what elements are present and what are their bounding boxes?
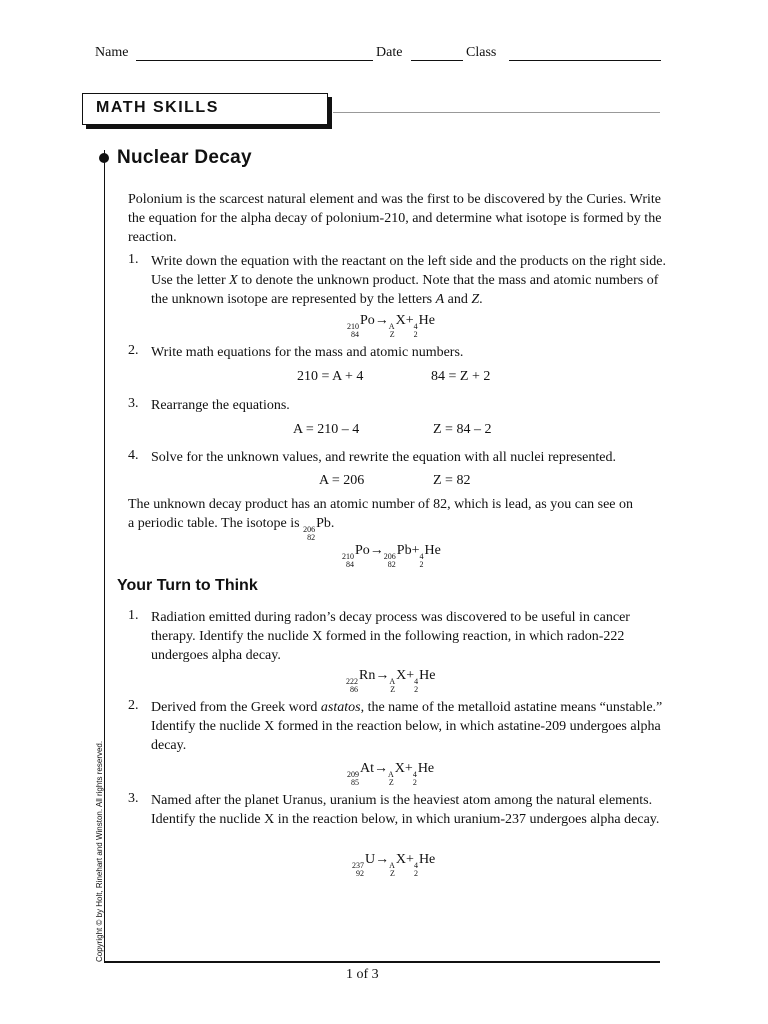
problem-number: 1. xyxy=(128,608,139,623)
problem-text: Derived from the Greek word astatos, the name of the metalloid astatine means “unstable.” Identify the nuclide X formed in the reaction below, in which astatine-209 undergoes alpha decay. xyxy=(151,700,663,753)
bottom-rule xyxy=(104,961,660,963)
problem-text: Named after the planet Uranus, uranium is the heaviest atom among the natural elements. Identify the nuclide X in the reaction below, in which uranium-237 undergoes alpha decay. xyxy=(151,793,660,827)
nuclide-x: A Z X xyxy=(388,761,405,787)
subhead-your-turn: Your Turn to Think xyxy=(117,577,258,594)
equation-astatine: 209 85 At→ A Z X+ 4 2 He xyxy=(347,761,435,787)
nuclide-he: 4 2 He xyxy=(413,313,435,339)
page-number: 1 of 3 xyxy=(346,967,379,982)
equation-polonium-decay: 210 84 Po→ A Z X+ 4 2 He xyxy=(347,313,435,339)
nuclide-pb: 206 82 Pb xyxy=(383,543,412,569)
step-number: 2. xyxy=(128,343,139,358)
step-text: Write down the equation with the reactant on the left side and the products on the right side. Use the letter X to denote the unknown product. Note that the mass and atomic numbers of the unknown isotope are represented by the letters A and Z. xyxy=(151,254,666,307)
section-label: MATH SKILLS xyxy=(96,99,219,116)
problem-number: 3. xyxy=(128,791,139,806)
conclusion-line: The unknown decay product has an atomic number of 82, which is lead, as you can see on xyxy=(128,497,634,512)
step-text: Write math equations for the mass and atomic numbers. xyxy=(151,345,464,360)
nuclide-he: 4 2 He xyxy=(414,668,436,694)
name-label: Name xyxy=(95,45,129,60)
step-number: 3. xyxy=(128,396,139,411)
section-rule xyxy=(333,112,660,113)
nuclide-po: 210 84 Po xyxy=(347,313,375,339)
step-text: Rearrange the equations. xyxy=(151,398,290,413)
date-field-line[interactable] xyxy=(411,60,463,61)
problem-text: Radiation emitted during radon’s decay process was discovered to be useful in cancer therapy. Identify the nuclide X formed in the following reaction, in which radon-222 undergoes alpha decay. xyxy=(151,610,630,663)
step-number: 1. xyxy=(128,252,139,267)
nuclide-at: 209 85 At xyxy=(347,761,374,787)
step-text: Solve for the unknown values, and rewrite the equation with all nuclei represented. xyxy=(151,450,616,465)
nuclide-rn: 222 86 Rn xyxy=(346,668,376,694)
equation-uranium: 237 92 U→ A Z X+ 4 2 He xyxy=(352,852,436,878)
atomic-rearranged: Z = 84 – 2 xyxy=(433,422,492,437)
nuclide-u: 237 92 U xyxy=(352,852,376,878)
title-bullet xyxy=(99,153,109,163)
intro-paragraph: Polonium is the scarcest natural element and was the first to be discovered by the Curies. Write the equation for the alpha decay of polonium-210, and determine what isotope is formed by the reaction. xyxy=(128,192,662,245)
nuclide-x: A Z X xyxy=(389,852,407,878)
nuclide-he: 4 2 He xyxy=(419,543,441,569)
left-margin-rule xyxy=(104,150,105,962)
conclusion-line: a periodic table. The isotope is 206 82 Pb. xyxy=(128,516,335,542)
nuclide-pb: 206 82 Pb xyxy=(303,516,331,542)
nuclide-po: 210 84 Po xyxy=(342,543,370,569)
mass-equation: 210 = A + 4 xyxy=(297,369,364,384)
step-number: 4. xyxy=(128,448,139,463)
nuclide-x: A Z X xyxy=(389,668,407,694)
equation-final: 210 84 Po→ 206 82 Pb+ 4 2 He xyxy=(342,543,441,569)
problem-number: 2. xyxy=(128,698,139,713)
nuclide-x: A Z X xyxy=(388,313,406,339)
class-field-line[interactable] xyxy=(509,60,661,61)
atomic-solution: Z = 82 xyxy=(433,473,471,488)
name-field-line[interactable] xyxy=(136,60,373,61)
nuclide-he: 4 2 He xyxy=(412,761,435,787)
class-label: Class xyxy=(466,45,497,60)
date-label: Date xyxy=(376,45,403,60)
nuclide-he: 4 2 He xyxy=(413,852,436,878)
mass-rearranged: A = 210 – 4 xyxy=(293,422,360,437)
mass-solution: A = 206 xyxy=(319,473,365,488)
equation-radon: 222 86 Rn→ A Z X+ 4 2 He xyxy=(346,668,436,694)
atomic-equation: 84 = Z + 2 xyxy=(431,369,491,384)
copyright-notice: Copyright © by Holt, Rinehart and Winston. All rights reserved. xyxy=(95,740,104,962)
page-title: Nuclear Decay xyxy=(117,147,252,168)
